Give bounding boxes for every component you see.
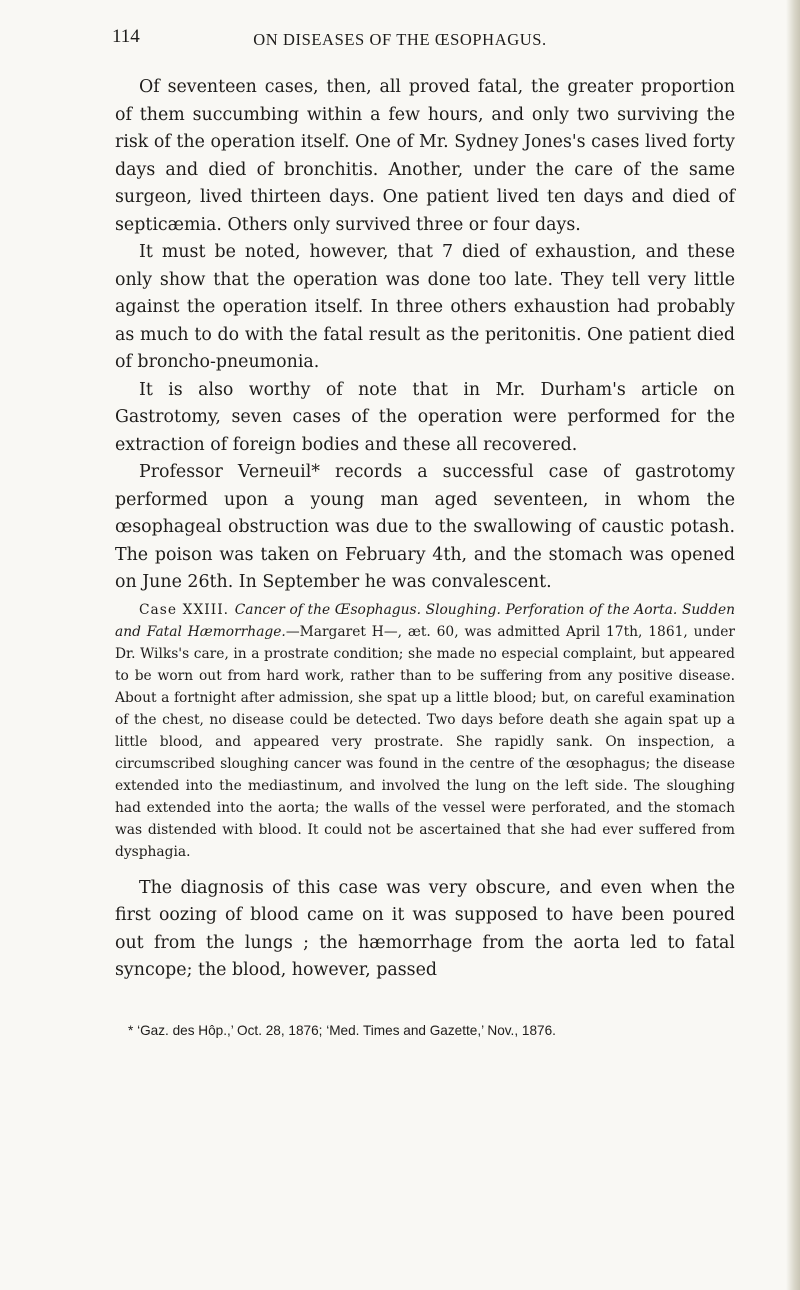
page-edge-shadow bbox=[786, 0, 800, 1290]
paragraph-diagnosis: The diagnosis of this case was very obscure, and even when the first oozing of blood came on it was supposed to have been poured out from the lungs ; the hæmorrhage from the aorta led to fatal syncope; the blood, however, passed bbox=[115, 877, 735, 980]
paragraph-verneuil-case: Professor Verneuil* records a successful case of gastrotomy performed upon a young man aged seventeen, in whom the œsophageal obstruction was due to the swallowing of caustic potash. The poison was taken on February 4th, and the stomach was opened on June 26th. In September he was convalescent. bbox=[115, 462, 735, 592]
paragraph-exhaustion: It must be noted, however, that 7 died of exhaustion, and these only show that the operation was done too late. They tell very little against the operation itself. In three others exhaustion had probably as much to do with the fatal result as the peritonitis. One patient died of broncho-pneumonia. bbox=[115, 242, 735, 372]
paragraph-seventeen-cases: Of seventeen cases, then, all proved fatal, the greater proportion of them succumbing within a few hours, and only two surviving the risk of the operation itself. One of Mr. Sydney Jones's cases lived forty days and died of bronchitis. Another, under the care of the same surgeon, lived thirteen days. One patient lived ten days and died of septicæmia. Others only survived three or four days. bbox=[115, 77, 735, 235]
case-label: Case XXIII. bbox=[139, 601, 235, 618]
case-report bbox=[115, 599, 735, 863]
running-head: ON DISEASES OF THE ŒSOPHAGUS. bbox=[253, 30, 547, 49]
body-text bbox=[115, 74, 735, 985]
case-body: —Margaret H—, æt. 60, was admitted April 17th, 1861, under Dr. Wilks's care, in a prostrate condition; she made no especial complaint, but appeared to be worn out from hard work, rather than to be suffering from any positive disease. About a fortnight after admission, she spat up a little blood; but, on careful examination of the chest, no disease could be detected. Two days before death she again spat up a little blood, and appeared very prostrate. She rapidly sank. On inspection, a circumscribed sloughing cancer was found in the centre of the œsophagus; the disease extended into the mediastinum, and involved the lung on the left side. The sloughing had extended into the aorta; the walls of the vessel were perforated, and the stomach was distended with blood. It could not be ascertained that she had ever suffered from dysphagia. bbox=[115, 623, 735, 860]
footnote: * ‘Gaz. des Hôp.,’ Oct. 28, 1876; ‘Med. Times and Gazette,’ Nov., 1876. bbox=[128, 1023, 556, 1038]
paragraph-durham-article: It is also worthy of note that in Mr. Durham's article on Gastrotomy, seven cases of the operation were performed for the extraction of foreign bodies and these all recovered. bbox=[115, 379, 735, 455]
page-header bbox=[0, 22, 800, 62]
case-title: Cancer of the Œsophagus. Sloughing. Perforation of the Aorta. Sudden and Fatal Hæmorrhage. bbox=[115, 601, 735, 640]
page-number: 114 bbox=[112, 26, 140, 47]
